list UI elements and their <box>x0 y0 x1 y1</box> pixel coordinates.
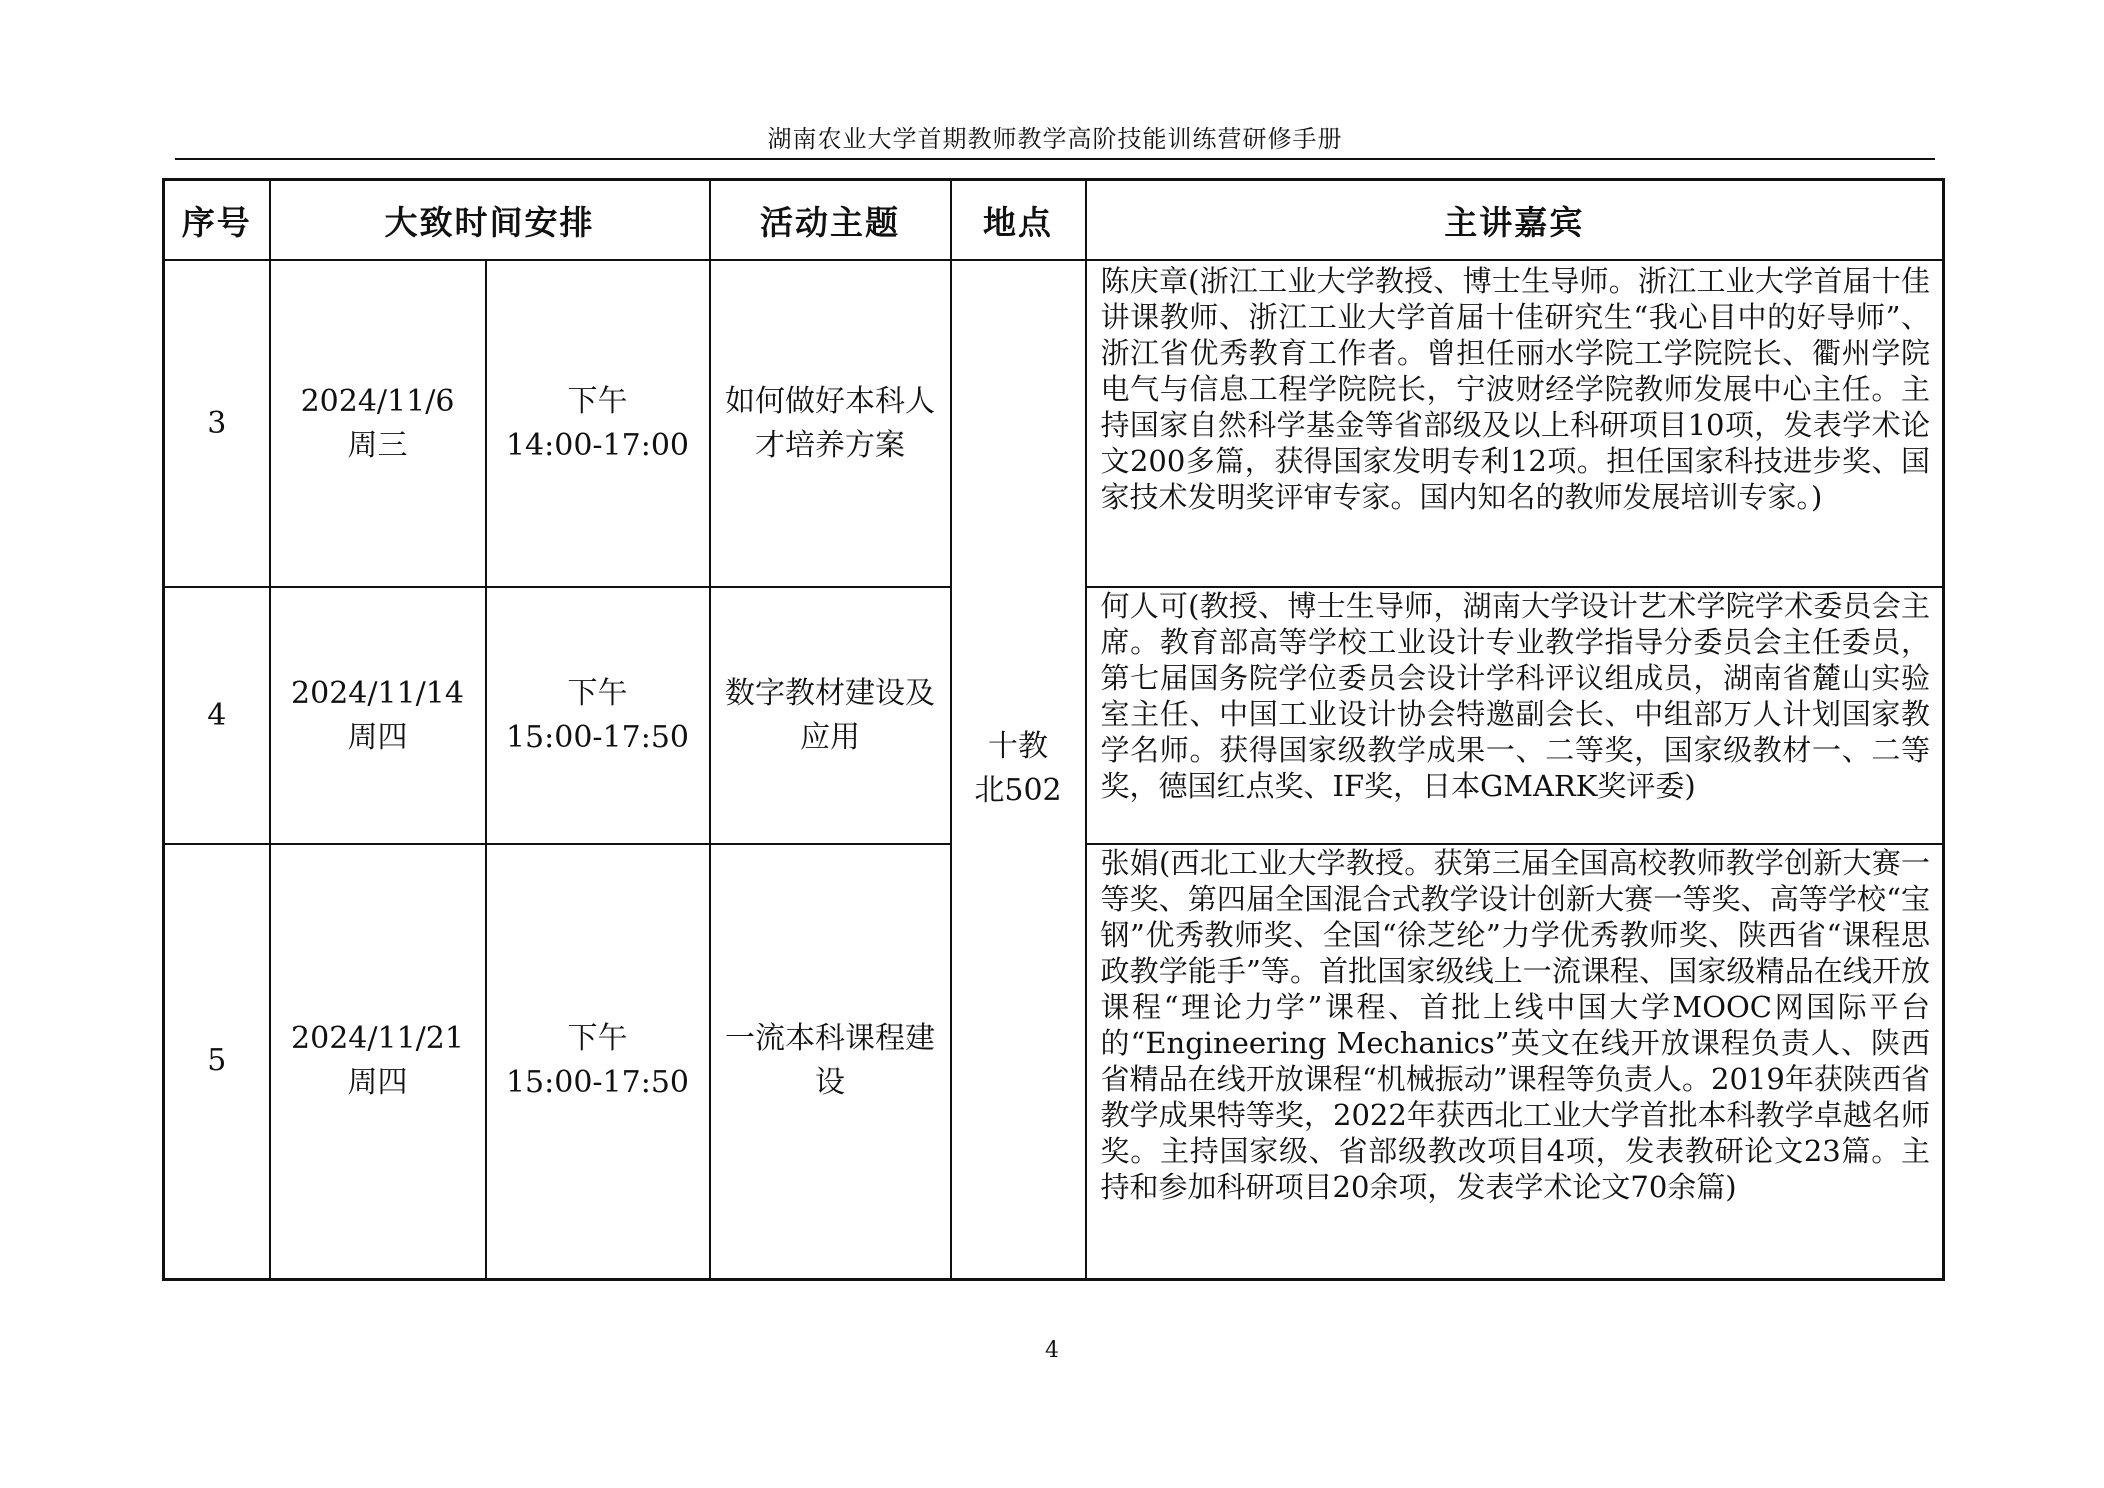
table-row <box>164 260 1944 587</box>
row-topic: 如何做好本科人才培养方案 <box>710 260 951 587</box>
column-header-topic: 活动主题 <box>710 180 951 261</box>
row-period: 下午 15:00-17:50 <box>486 844 710 1279</box>
header-rule <box>175 158 1935 160</box>
row-period: 下午 14:00-17:00 <box>486 260 710 587</box>
row-topic: 一流本科课程建设 <box>710 844 951 1279</box>
column-header-speaker: 主讲嘉宾 <box>1086 180 1944 261</box>
row-index: 4 <box>164 587 270 844</box>
table-header-row <box>164 180 1944 261</box>
page-number: 4 <box>1045 1338 1059 1363</box>
row-date: 2024/11/21 周四 <box>270 844 486 1279</box>
row-period: 下午 15:00-17:50 <box>486 587 710 844</box>
row-topic: 数字教材建设及应用 <box>710 587 951 844</box>
row-date: 2024/11/6 周三 <box>270 260 486 587</box>
column-header-location: 地点 <box>951 180 1086 261</box>
row-speaker: 张娟(西北工业大学教授。获第三届全国高校教师教学创新大赛一等奖、第四届全国混合式教学设计创新大赛一等奖、高等学校“宝钢”优秀教师奖、全国“徐芝纶”力学优秀教师奖、陕西省“课程思政教学能手”等。首批国家级线上一流课程、国家级精品在线开放课程“理论力学”课程、首批上线中国大学MOOC网国际平台的“Engineering Mechanics”英文在线开放课程负责人、陕西省精品在线开放课程“机械振动”课程等负责人。2019年获陕西省教学成果特等奖，2022年获西北工业大学首批本科教学卓越名师奖。主持国家级、省部级教改项目4项，发表教研论文23篇。主持和参加科研项目20余项，发表学术论文70余篇) <box>1086 844 1944 1279</box>
row-speaker: 陈庆章(浙江工业大学教授、博士生导师。浙江工业大学首届十佳讲课教师、浙江工业大学首届十佳研究生“我心目中的好导师”、浙江省优秀教育工作者。曾担任丽水学院工学院院长、衢州学院电气与信息工程学院院长，宁波财经学院教师发展中心主任。主持国家自然科学基金等省部级及以上科研项目10项，发表学术论文200多篇，获得国家发明专利12项。担任国家科技进步奖、国家技术发明奖评审专家。国内知名的教师发展培训专家。) <box>1086 260 1944 587</box>
column-header-time: 大致时间安排 <box>270 180 710 261</box>
row-date: 2024/11/14 周四 <box>270 587 486 844</box>
row-speaker: 何人可(教授、博士生导师，湖南大学设计艺术学院学术委员会主席。教育部高等学校工业设计专业教学指导分委员会主任委员，第七届国务院学位委员会设计学科评议组成员，湖南省麓山实验室主任、中国工业设计协会特邀副会长、中组部万人计划国家教学名师。获得国家级教学成果一、二等奖，国家级教材一、二等奖，德国红点奖、IF奖，日本GMARK奖评委) <box>1086 587 1944 844</box>
row-index: 5 <box>164 844 270 1279</box>
location-cell: 十教 北502 <box>951 260 1086 1279</box>
column-header-index: 序号 <box>164 180 270 261</box>
schedule-table <box>162 178 1945 1281</box>
page-header-title: 湖南农业大学首期教师教学高阶技能训练营研修手册 <box>767 125 1343 153</box>
row-index: 3 <box>164 260 270 587</box>
